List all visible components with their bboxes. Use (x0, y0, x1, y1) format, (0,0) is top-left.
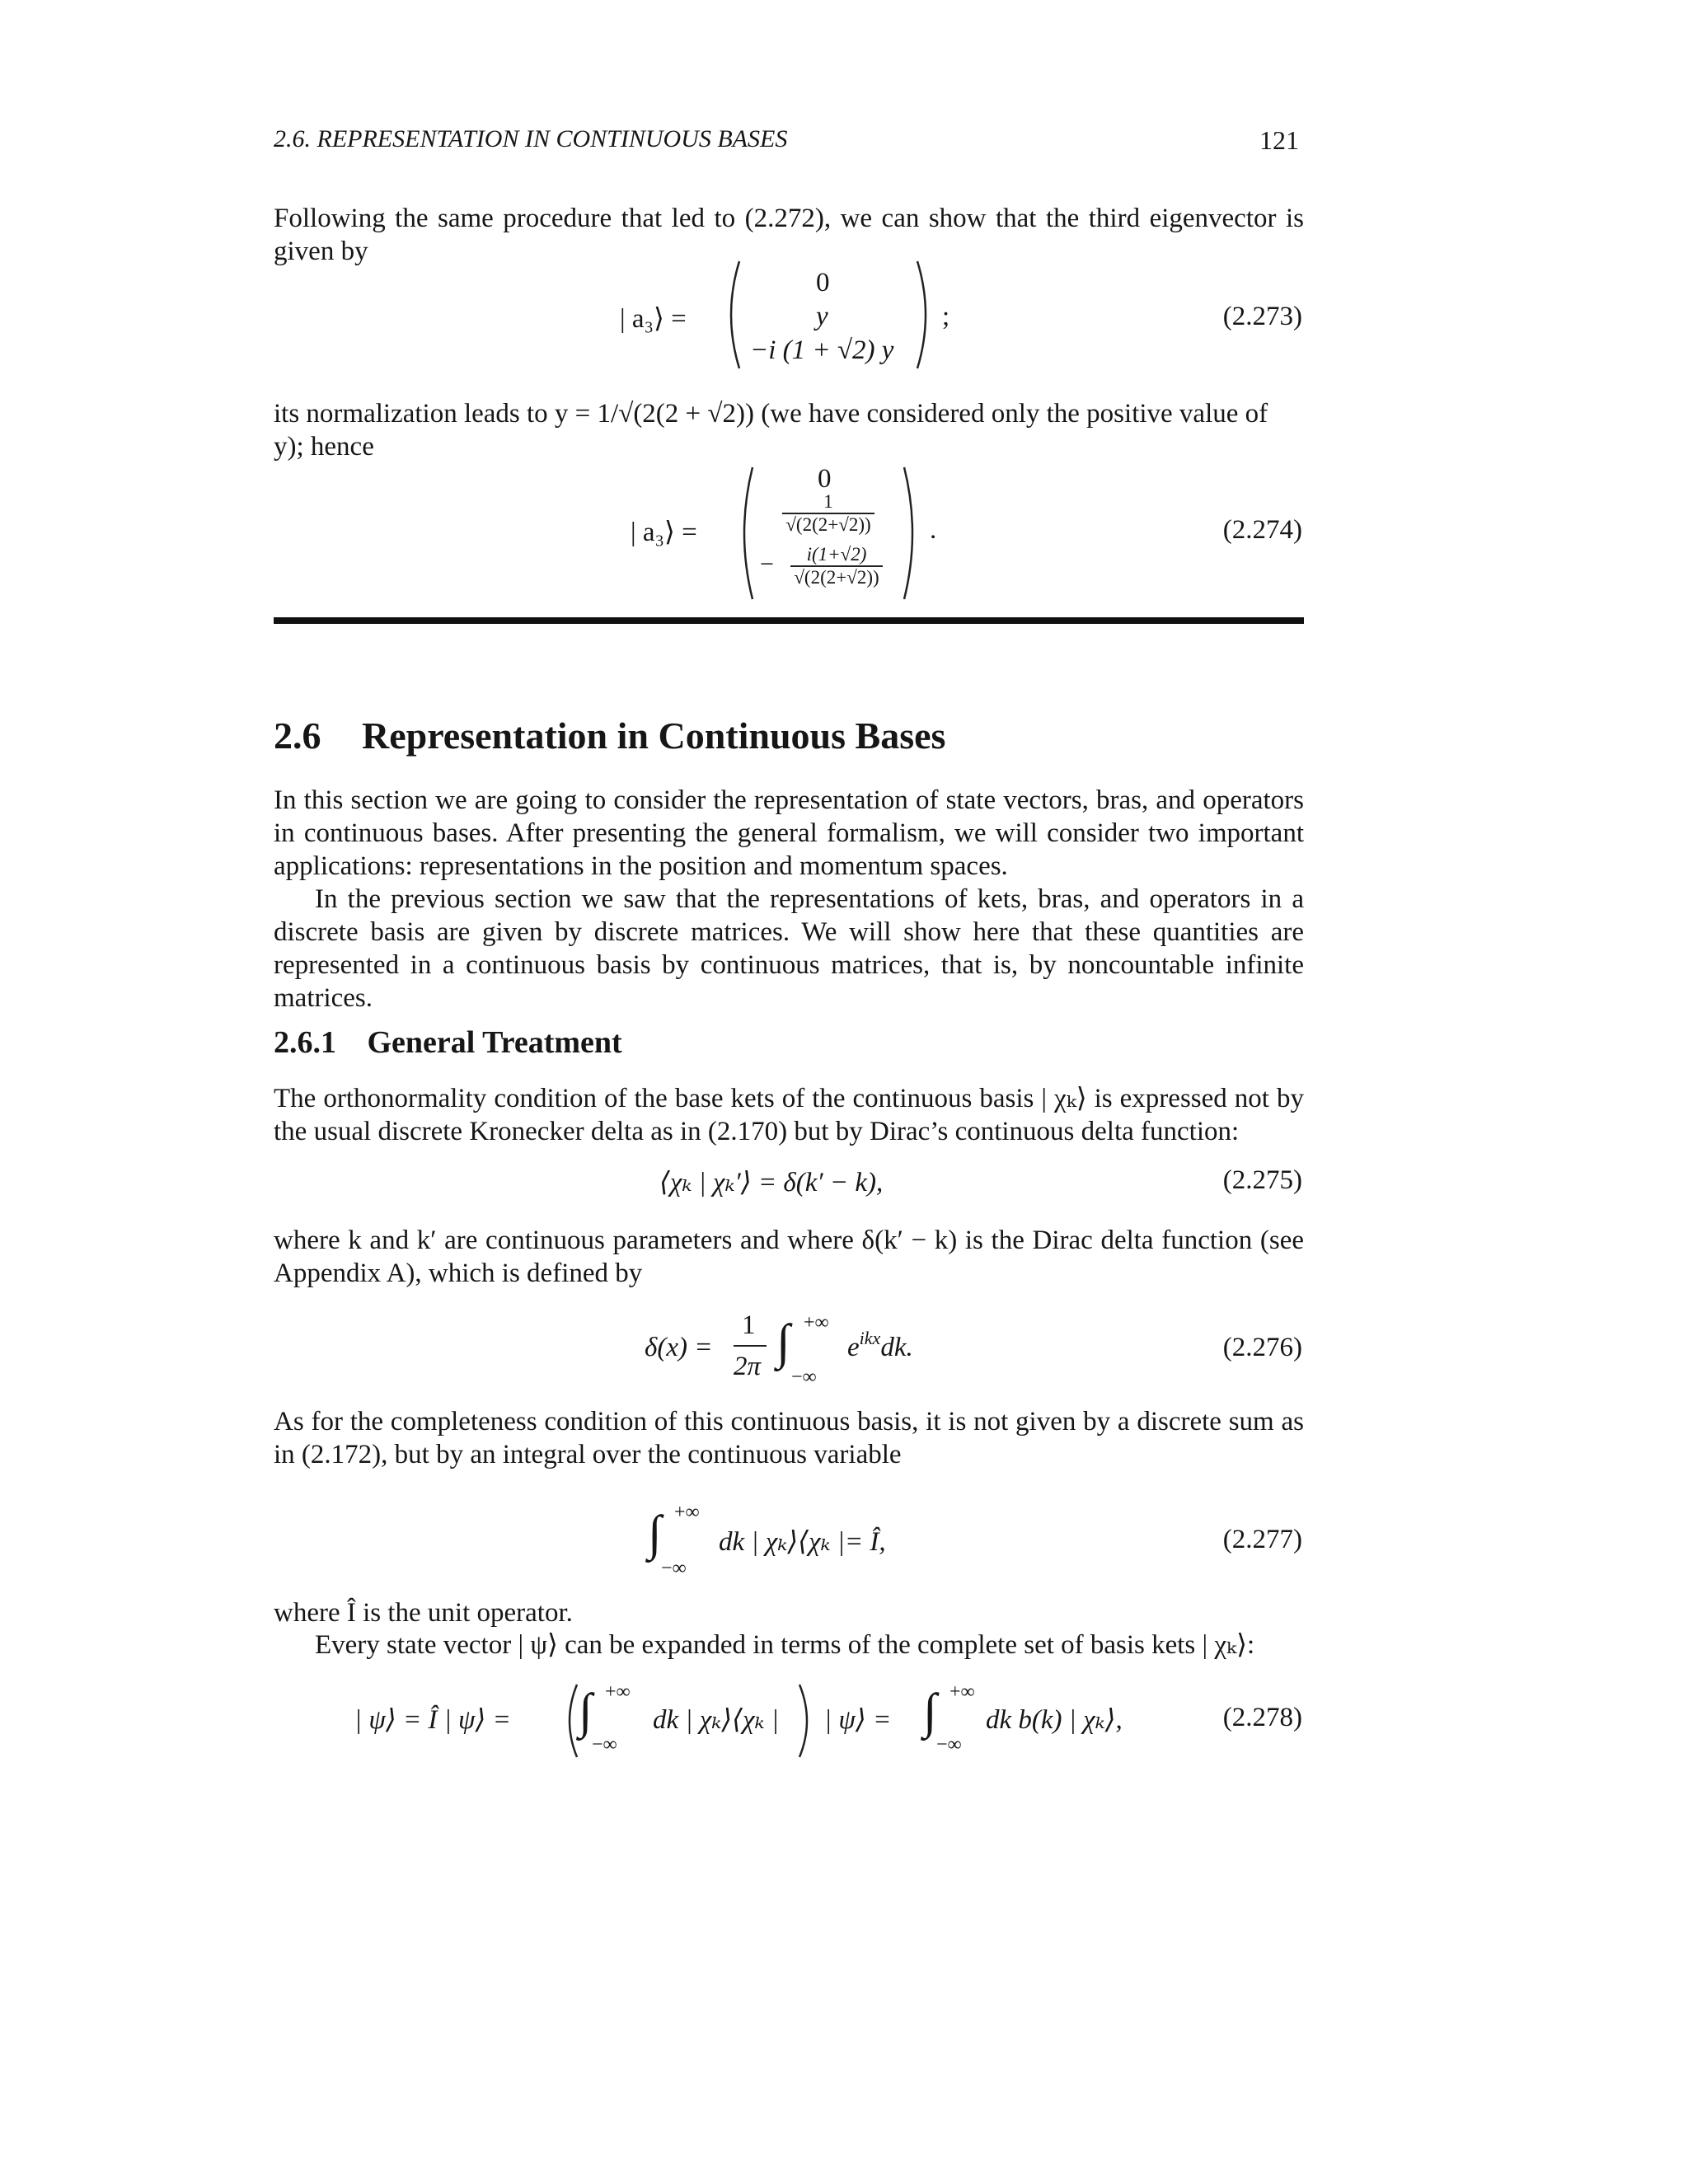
eq274-row2-frac (782, 491, 874, 536)
section-title: Representation in Continuous Bases (362, 715, 946, 757)
paragraph-normalization-cont: y); hence (274, 432, 374, 462)
eq274-row3-frac (790, 544, 882, 588)
eq274-row2 (775, 491, 882, 536)
eq274-row3-den: √(2(2+√2)) (794, 567, 879, 588)
eq278-upper-limit-1: +∞ (605, 1681, 631, 1703)
paragraph-orthonormality: The orthonormality condition of the base kets of the continuous basis | χₖ⟩ is expressed not by the usual discrete Kronecker delta as in (2.170) but by Dirac’s continuous delta function: (274, 1084, 1304, 1146)
eq276-integrand (847, 1328, 913, 1363)
eq278-lower-limit-2: −∞ (936, 1734, 962, 1755)
eq278-integral-sign-1: ∫ (579, 1684, 593, 1738)
eq277-integral-sign: ∫ (648, 1506, 662, 1560)
eq275-number: (2.275) (1222, 1165, 1302, 1195)
eq273-trail: ; (942, 302, 950, 331)
paragraph-normalization (274, 399, 1304, 429)
eq276-den: 2π (734, 1352, 762, 1381)
eq274-row1: 0 (818, 464, 832, 494)
eq278-part3: dk b(k) | χₖ⟩, (986, 1705, 1123, 1735)
eq276-dk: dk. (880, 1333, 913, 1362)
eq274-row3 (783, 544, 890, 588)
eq273-right-paren (913, 257, 938, 373)
eq278-number: (2.278) (1222, 1703, 1302, 1732)
eq276-base: e (847, 1333, 860, 1362)
eq274-lhs: | a₃⟩ = (631, 518, 697, 547)
eq274-left-paren (732, 463, 757, 603)
eq278-part1: | ψ⟩ = Î | ψ⟩ = (354, 1705, 511, 1735)
eq273-row2: y (816, 302, 828, 331)
eq274-right-paren (900, 463, 925, 603)
eq278-inner: dk | χₖ⟩⟨χₖ | (653, 1705, 779, 1735)
subsection-number: 2.6.1 (274, 1025, 336, 1060)
eq277-upper-limit: +∞ (674, 1502, 700, 1523)
eq274-trail: . (930, 515, 937, 545)
section-heading (274, 714, 945, 757)
eq276-num: 1 (742, 1310, 756, 1340)
eq274-row2-den: √(2(2+√2)) (785, 514, 871, 535)
eq276-lower-limit: −∞ (791, 1366, 817, 1388)
eq278-left-paren (559, 1681, 580, 1760)
eq274-number: (2.274) (1222, 515, 1302, 545)
eq274-row2-num: 1 (782, 491, 874, 514)
eq276-frac-bar (734, 1345, 767, 1347)
subsection-heading (274, 1024, 622, 1061)
paragraph-completeness: As for the completeness condition of this continuous basis, it is not given by a discrete sum as in (2.172), but by an integral over the continuous variable (274, 1407, 1304, 1469)
paragraph-previous-section: In the previous section we saw that the representations of kets, bras, and operators in a discrete basis are given by discrete matrices. We will show here that these quantities are represented in a continuous basis by continuous matrices, that is, by noncountable infinite matrices. (274, 884, 1304, 1013)
running-header-title: 2.6. REPRESENTATION IN CONTINUOUS BASES (274, 125, 788, 152)
eq277-body: dk | χₖ⟩⟨χₖ |= Î, (719, 1527, 886, 1557)
subsection-title: General Treatment (367, 1025, 622, 1060)
eq278-upper-limit-2: +∞ (950, 1681, 975, 1703)
eq273-row1: 0 (816, 268, 830, 298)
para2-part-b: (we have considered only the positive value of (754, 399, 1268, 429)
paragraph-state-expansion: Every state vector | ψ⟩ can be expanded in terms of the complete set of basis kets | χₖ⟩: (315, 1630, 1255, 1660)
eq276-upper-limit: +∞ (804, 1312, 829, 1333)
eq276-exponent: ikx (859, 1328, 881, 1348)
eq274-row3-num: i(1+√2) (790, 544, 882, 567)
para2-part-a: its normalization leads to y = 1/√(2(2 + √2)) (274, 399, 754, 429)
paragraph-dirac-delta: where k and k′ are continuous parameters and where δ(k′ − k) is the Dirac delta function (see Appendix A), which is defined by (274, 1226, 1304, 1288)
page-number: 121 (1259, 125, 1299, 155)
eq273-lhs: | a₃⟩ = (620, 304, 687, 334)
eq276-number: (2.276) (1222, 1333, 1302, 1362)
eq273-number: (2.273) (1222, 302, 1302, 331)
eq277-number: (2.277) (1222, 1525, 1302, 1554)
eq278-right-paren (796, 1681, 818, 1760)
paragraph-intro: Following the same procedure that led to (2.272), we can show that the third eigenvector is given by (274, 204, 1304, 266)
eq278-part2: | ψ⟩ = (824, 1705, 892, 1735)
section-number: 2.6 (274, 715, 321, 757)
eq273-left-paren (719, 257, 743, 373)
eq276-lhs: δ(x) = (645, 1333, 713, 1362)
eq274-row3-sign: − (760, 551, 774, 578)
eq278-integral-sign-2: ∫ (923, 1684, 937, 1738)
section-divider-rule (274, 617, 1304, 624)
eq275: ⟨χₖ | χₖ′⟩ = δ(k′ − k), (659, 1168, 884, 1197)
eq276-integral-sign: ∫ (776, 1315, 790, 1369)
eq273-row3: −i (1 + √2) y (750, 335, 894, 365)
paragraph-section-intro: In this section we are going to consider the representation of state vectors, bras, and operators in continuous bases. After presenting the general formalism, we will consider two important applications: representations in the position and momentum spaces. (274, 785, 1304, 881)
paragraph-unit-operator: where Î is the unit operator. (274, 1598, 573, 1628)
eq278-lower-limit-1: −∞ (592, 1734, 617, 1755)
eq277-lower-limit: −∞ (661, 1558, 687, 1579)
